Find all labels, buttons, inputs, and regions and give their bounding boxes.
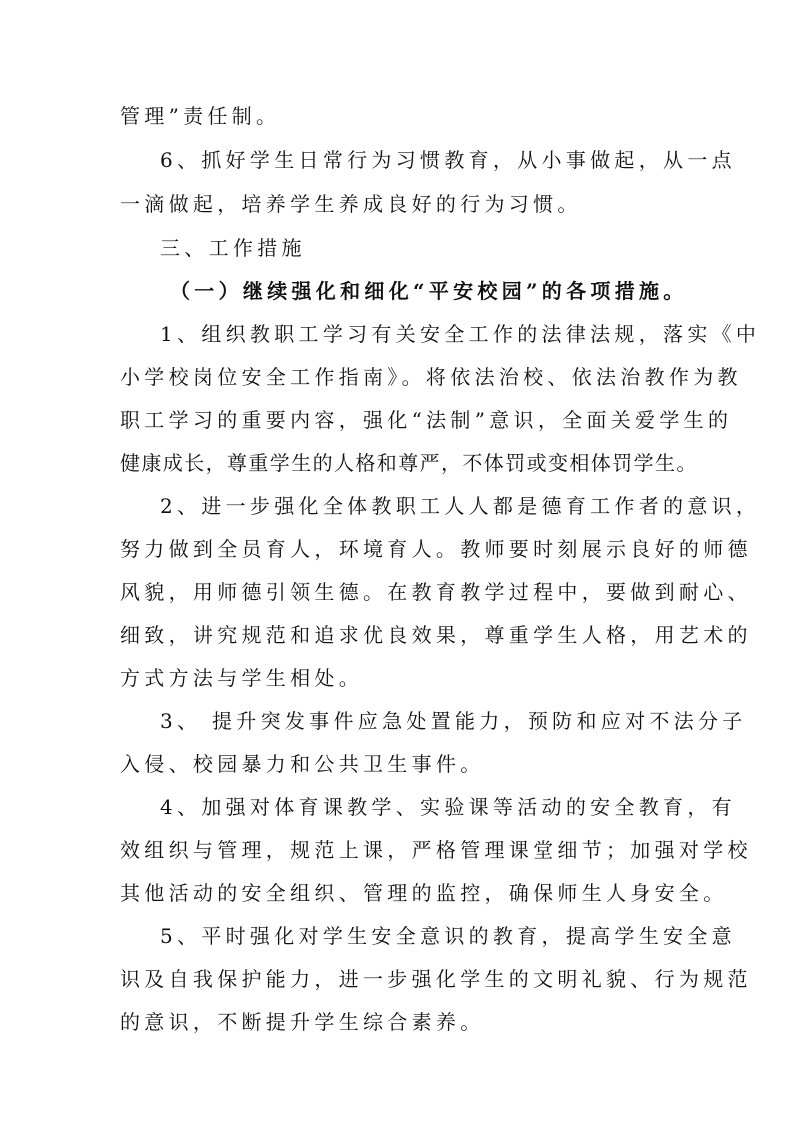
text-line: 小学校岗位安全工作指南》。将依法治校、依法治教作为教 [120, 365, 742, 389]
text-line: 效组织与管理，规范上课，严格管理课堂细节；加强对学校 [120, 838, 752, 862]
text-line: 细致，讲究规范和追求优良效果，尊重学生人格，用艺术的 [120, 623, 752, 647]
text-line: 努力做到全员育人，环境育人。教师要时刻展示良好的师德 [120, 537, 752, 561]
text-line: 风貌，用师德引领生德。在教育教学过程中，要做到耐心、 [120, 580, 752, 604]
text-line: 3、 提升突发事件应急处置能力，预防和应对不法分子 [160, 709, 747, 733]
text-line: 健康成长，尊重学生的人格和尊严，不体罚或变相体罚学生。 [120, 451, 698, 475]
text-line: 4、加强对体育课教学、实验课等活动的安全教育，有 [160, 795, 736, 819]
text-line: 的意识，不断提升学生综合素养。 [120, 1010, 485, 1034]
text-line: 识及自我保护能力，进一步强化学生的文明礼貌、行为规范 [120, 967, 752, 991]
subsection-heading: （一）继续强化和细化“平安校园”的各项措施。 [170, 279, 688, 303]
section-heading: 三、工作措施 [160, 236, 306, 260]
text-line: 一滴做起，培养学生养成良好的行为习惯。 [120, 192, 582, 216]
text-line: 入侵、校园暴力和公共卫生事件。 [120, 752, 485, 776]
text-line: 方式方法与学生相处。 [120, 666, 363, 690]
text-line: 其他活动的安全组织、管理的监控，确保师生人身安全。 [120, 881, 728, 905]
text-line: 管理”责任制。 [120, 104, 281, 128]
text-line: 2、进一步强化全体教职工人人都是德育工作者的意识， [160, 494, 761, 518]
text-line: 职工学习的重要内容，强化“法制”意识，全面关爱学生的 [120, 408, 733, 432]
text-line: 1、组织教职工学习有关安全工作的法律法规，落实《中 [160, 322, 761, 346]
text-line: 6、抓好学生日常行为习惯教育，从小事做起，从一点 [160, 148, 736, 172]
text-line: 5、平时强化对学生安全意识的教育，提高学生安全意 [160, 924, 736, 948]
